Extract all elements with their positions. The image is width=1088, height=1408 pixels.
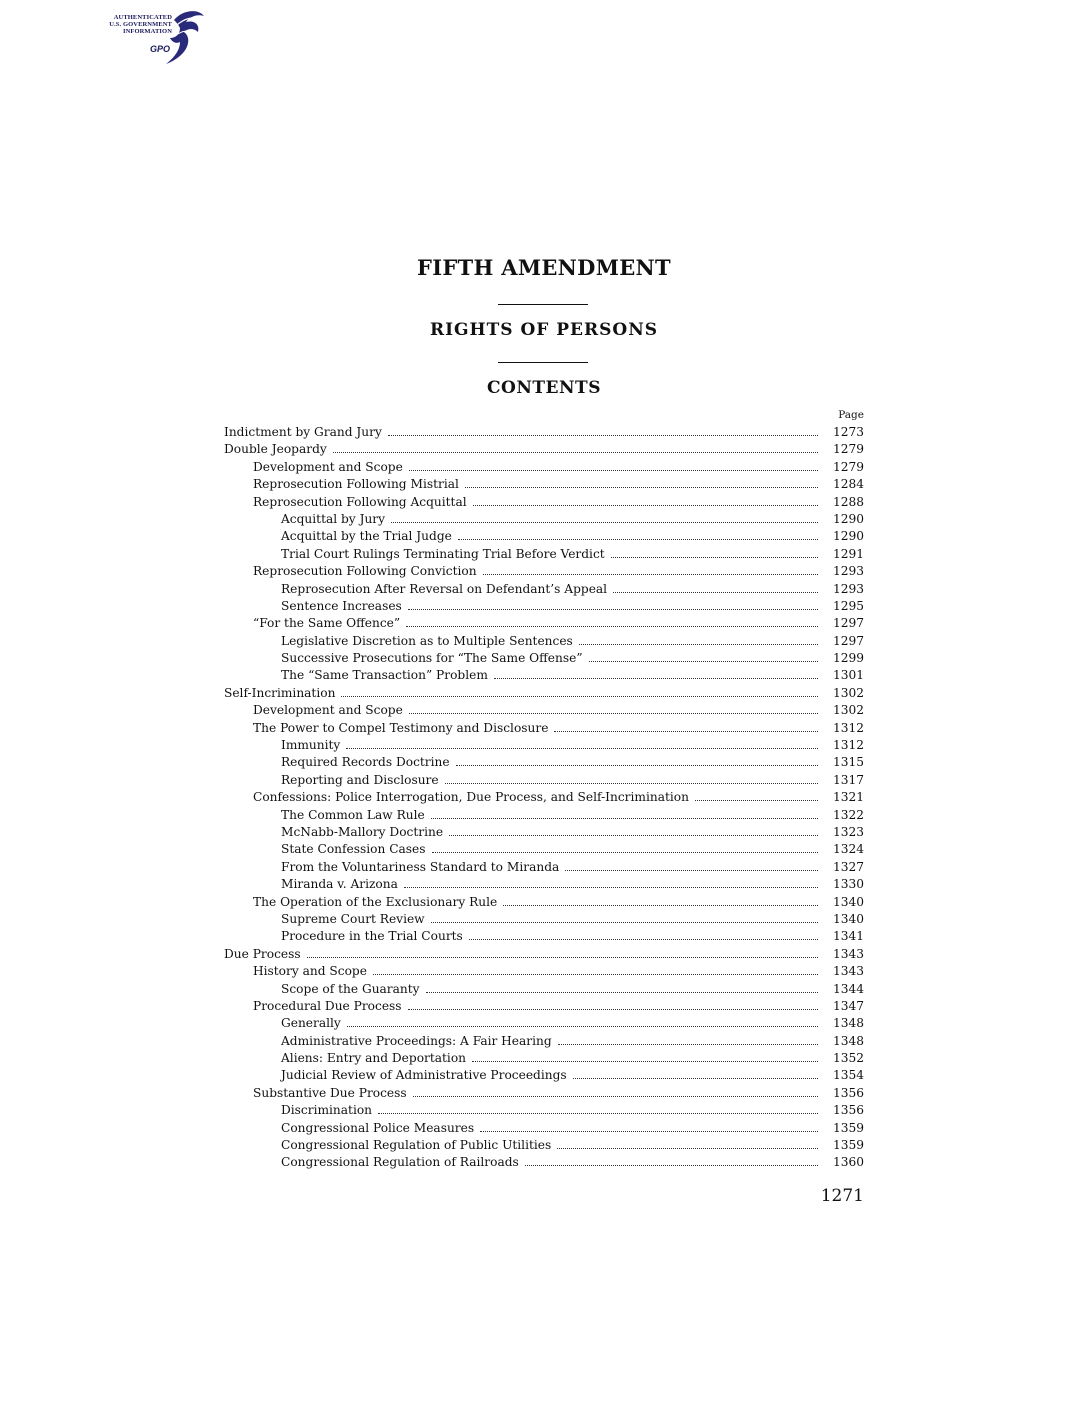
- toc-entry-title: Supreme Court Review: [281, 911, 425, 926]
- toc-entry-page: 1348: [832, 1033, 864, 1048]
- toc-entry-page: 1360: [832, 1155, 864, 1170]
- toc-entry: [224, 808, 864, 825]
- toc-entry-page: 1352: [832, 1051, 864, 1066]
- toc-entry-page: 1348: [832, 1016, 864, 1031]
- toc-entry-title: Judicial Review of Administrative Proceedings: [281, 1068, 567, 1083]
- toc-entry-page: 1290: [832, 529, 864, 544]
- toc-entry-page: 1312: [832, 720, 864, 735]
- toc-entry-page: 1323: [832, 824, 864, 839]
- dot-leader: [346, 747, 818, 749]
- seal-line: U.S. GOVERNMENT: [109, 21, 172, 28]
- toc-entry-title: Reprosecution Following Acquittal: [253, 494, 467, 509]
- toc-entry-title: Development and Scope: [253, 459, 403, 474]
- dot-leader: [494, 677, 818, 679]
- toc-entry-title: Sentence Increases: [281, 598, 402, 613]
- toc-entry-title: Acquittal by Jury: [281, 511, 386, 526]
- toc-entry: [224, 564, 864, 581]
- toc-entry: [224, 790, 864, 807]
- toc-entry: [224, 582, 864, 599]
- dot-leader: [480, 1130, 818, 1132]
- toc-entry-title: McNabb-Mallory Doctrine: [281, 824, 444, 839]
- toc-entry: [224, 703, 864, 720]
- page-number: 1271: [820, 1186, 864, 1206]
- toc-entry-title: Double Jeopardy: [224, 442, 327, 457]
- toc-entry-title: Discrimination: [281, 1103, 373, 1118]
- toc-entry-page: 1354: [832, 1068, 864, 1083]
- toc-entry-page: 1324: [832, 842, 864, 857]
- toc-entry: [224, 1103, 864, 1120]
- toc-entry: [224, 460, 864, 477]
- toc-entry: [224, 964, 864, 981]
- dot-leader: [413, 1095, 818, 1097]
- toc-entry: [224, 842, 864, 859]
- dot-leader: [391, 521, 818, 523]
- toc-entry-page: 1327: [832, 859, 864, 874]
- toc-entry: [224, 877, 864, 894]
- toc-entry: [224, 477, 864, 494]
- toc-entry: [224, 1121, 864, 1138]
- toc-entry-page: 1302: [832, 685, 864, 700]
- dot-leader: [347, 1025, 818, 1027]
- toc-entry-title: The “Same Transaction” Problem: [281, 668, 488, 683]
- toc-entry-page: 1312: [832, 738, 864, 753]
- toc-entry-title: Development and Scope: [253, 703, 403, 718]
- toc-entry-page: 1301: [832, 668, 864, 683]
- dot-leader: [558, 1043, 818, 1045]
- toc-entry: [224, 651, 864, 668]
- seal-text: [92, 14, 172, 35]
- dot-leader: [404, 886, 818, 888]
- toc-entry-title: “For the Same Offence”: [253, 616, 401, 631]
- toc-entry: [224, 755, 864, 772]
- toc-entry-title: Substantive Due Process: [253, 1085, 407, 1100]
- toc-entry: [224, 895, 864, 912]
- toc-entry-page: 1344: [832, 981, 864, 996]
- dot-leader: [458, 538, 818, 540]
- dot-leader: [431, 817, 818, 819]
- toc-entry-title: Indictment by Grand Jury: [224, 425, 382, 439]
- toc-entry-page: 1279: [832, 459, 864, 474]
- seal-line: INFORMATION: [122, 28, 172, 35]
- dot-leader: [408, 1008, 818, 1010]
- toc-entry-title: Scope of the Guaranty: [281, 981, 420, 996]
- dot-leader: [565, 869, 818, 871]
- toc-entry: [224, 773, 864, 790]
- seal-gpo-label: GPO: [150, 44, 171, 54]
- toc-entry-title: Legislative Discretion as to Multiple Sentences: [281, 633, 573, 648]
- toc-entry-page: 1321: [832, 790, 864, 805]
- toc-entry-page: 1297: [832, 616, 864, 631]
- gpo-authentication-seal: [92, 6, 212, 68]
- dot-leader: [611, 556, 818, 558]
- eagle-icon: [164, 6, 208, 68]
- page-column-label: Page: [838, 409, 864, 421]
- toc-entry-page: 1279: [832, 442, 864, 457]
- toc-entry-page: 1356: [832, 1103, 864, 1118]
- toc-entry-page: 1359: [832, 1120, 864, 1135]
- toc-entry: [224, 634, 864, 651]
- toc-entry-title: Required Records Doctrine: [281, 755, 450, 770]
- dot-leader: [483, 573, 818, 575]
- dot-leader: [579, 643, 818, 645]
- toc-entry: [224, 738, 864, 755]
- toc-entry: [224, 929, 864, 946]
- dot-leader: [554, 730, 818, 732]
- toc-entry-page: 1288: [832, 494, 864, 509]
- toc-entry-page: 1293: [832, 581, 864, 596]
- dot-leader: [432, 851, 818, 853]
- dot-leader: [456, 764, 818, 766]
- dot-leader: [426, 991, 818, 993]
- toc-entry-page: 1291: [832, 546, 864, 561]
- dot-leader: [409, 712, 818, 714]
- contents-heading: CONTENTS: [487, 378, 601, 398]
- toc-entry: [224, 425, 864, 442]
- toc-entry-page: 1317: [832, 772, 864, 787]
- toc-entry-title: The Power to Compel Testimony and Disclosure: [253, 720, 549, 735]
- toc-entry: [224, 1051, 864, 1068]
- dot-leader: [465, 486, 818, 488]
- toc-entry: [224, 999, 864, 1016]
- toc-entry: [224, 1016, 864, 1033]
- toc-entry-title: Procedure in the Trial Courts: [281, 929, 463, 944]
- table-of-contents: [224, 425, 864, 1173]
- toc-entry-title: Congressional Police Measures: [281, 1120, 475, 1135]
- toc-entry-page: 1330: [832, 877, 864, 892]
- toc-entry-title: Congressional Regulation of Public Utilities: [281, 1138, 552, 1153]
- toc-entry-page: 1284: [832, 477, 864, 492]
- toc-entry-title: Aliens: Entry and Deportation: [281, 1051, 467, 1066]
- toc-entry: [224, 1155, 864, 1172]
- dot-leader: [409, 469, 818, 471]
- dot-leader: [333, 451, 818, 453]
- toc-entry: [224, 860, 864, 877]
- toc-entry: [224, 1034, 864, 1051]
- toc-entry-title: Miranda v. Arizona: [281, 877, 398, 892]
- toc-entry-title: From the Voluntariness Standard to Miranda: [281, 859, 560, 874]
- toc-entry-title: Acquittal by the Trial Judge: [281, 529, 452, 544]
- toc-entry: [224, 547, 864, 564]
- toc-entry-title: History and Scope: [253, 964, 367, 979]
- toc-entry: [224, 947, 864, 964]
- dot-leader: [341, 695, 818, 697]
- toc-entry-title: Reprosecution Following Conviction: [253, 564, 477, 579]
- dot-leader: [503, 904, 818, 906]
- dot-leader: [613, 591, 818, 593]
- toc-entry: [224, 825, 864, 842]
- dot-leader: [525, 1164, 818, 1166]
- toc-entry-page: 1315: [832, 755, 864, 770]
- dot-leader: [388, 434, 818, 436]
- toc-entry: [224, 668, 864, 685]
- toc-entry: [224, 1068, 864, 1085]
- toc-entry-title: Reporting and Disclosure: [281, 772, 439, 787]
- seal-line: AUTHENTICATED: [113, 14, 172, 21]
- toc-entry-page: 1290: [832, 511, 864, 526]
- document-title: FIFTH AMENDMENT: [417, 255, 671, 280]
- dot-leader: [307, 956, 818, 958]
- toc-entry: [224, 1138, 864, 1155]
- toc-entry-page: 1273: [832, 425, 864, 439]
- dot-leader: [378, 1112, 818, 1114]
- dot-leader: [473, 504, 818, 506]
- toc-entry: [224, 529, 864, 546]
- toc-entry-page: 1340: [832, 894, 864, 909]
- toc-entry-page: 1322: [832, 807, 864, 822]
- toc-entry-title: Administrative Proceedings: A Fair Hearing: [281, 1033, 552, 1048]
- toc-entry-page: 1297: [832, 633, 864, 648]
- dot-leader: [373, 973, 818, 975]
- toc-entry-title: Self-Incrimination: [224, 685, 336, 700]
- toc-entry-title: Immunity: [281, 738, 341, 753]
- dot-leader: [695, 799, 818, 801]
- toc-entry-page: 1356: [832, 1085, 864, 1100]
- toc-entry-page: 1341: [832, 929, 864, 944]
- toc-entry-page: 1347: [832, 998, 864, 1013]
- toc-entry: [224, 912, 864, 929]
- document-subtitle: RIGHTS OF PERSONS: [429, 320, 659, 340]
- toc-entry: [224, 495, 864, 512]
- dot-leader: [469, 938, 818, 940]
- divider: [498, 304, 588, 305]
- toc-entry-title: Reprosecution Following Mistrial: [253, 477, 459, 492]
- dot-leader: [408, 608, 818, 610]
- divider: [498, 362, 588, 363]
- toc-entry: [224, 686, 864, 703]
- toc-entry: [224, 616, 864, 633]
- toc-entry: [224, 512, 864, 529]
- toc-entry-page: 1359: [832, 1138, 864, 1153]
- toc-entry-page: 1299: [832, 651, 864, 666]
- toc-entry: [224, 599, 864, 616]
- toc-entry-title: The Operation of the Exclusionary Rule: [253, 894, 498, 909]
- dot-leader: [557, 1147, 818, 1149]
- toc-entry-page: 1293: [832, 564, 864, 579]
- toc-entry-title: Trial Court Rulings Terminating Trial Before Verdict: [281, 546, 605, 561]
- dot-leader: [472, 1060, 818, 1062]
- toc-entry-title: Procedural Due Process: [253, 998, 402, 1013]
- dot-leader: [589, 660, 818, 662]
- dot-leader: [449, 834, 818, 836]
- toc-entry-title: Generally: [281, 1016, 341, 1031]
- toc-entry: [224, 721, 864, 738]
- toc-entry-page: 1295: [832, 598, 864, 613]
- toc-entry-title: The Common Law Rule: [281, 807, 425, 822]
- toc-entry: [224, 1086, 864, 1103]
- dot-leader: [406, 625, 818, 627]
- toc-entry-title: State Confession Cases: [281, 842, 426, 857]
- toc-entry-title: Confessions: Police Interrogation, Due Process, and Self-Incrimination: [253, 790, 689, 805]
- toc-entry-title: Due Process: [224, 946, 301, 961]
- toc-entry-title: Successive Prosecutions for “The Same Offense”: [281, 651, 583, 666]
- toc-entry: [224, 982, 864, 999]
- toc-entry-title: Congressional Regulation of Railroads: [281, 1155, 519, 1170]
- toc-entry-page: 1343: [832, 964, 864, 979]
- toc-entry-page: 1340: [832, 911, 864, 926]
- toc-entry-page: 1302: [832, 703, 864, 718]
- dot-leader: [573, 1077, 818, 1079]
- toc-entry-page: 1343: [832, 946, 864, 961]
- toc-entry: [224, 442, 864, 459]
- dot-leader: [445, 782, 818, 784]
- dot-leader: [431, 921, 818, 923]
- toc-entry-title: Reprosecution After Reversal on Defendant’s Appeal: [281, 581, 608, 596]
